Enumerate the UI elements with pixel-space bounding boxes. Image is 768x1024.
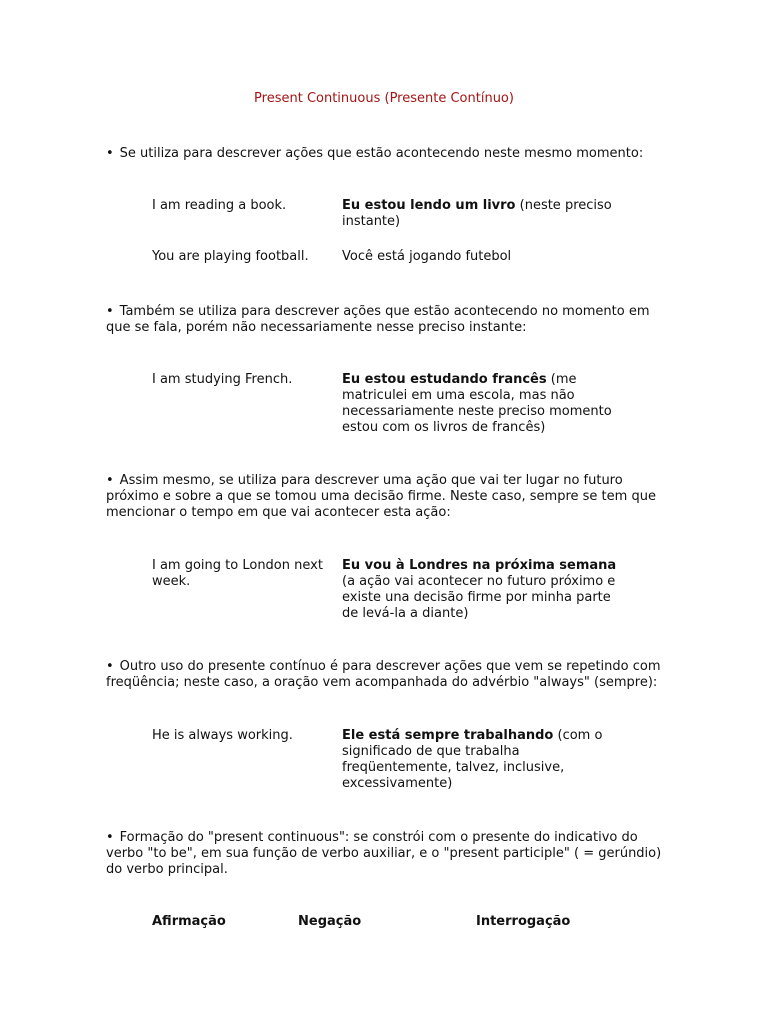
example-portuguese-bold: Ele está sempre trabalhando [342, 728, 554, 743]
example-portuguese-bold: Eu estou lendo um livro [342, 198, 516, 213]
example-portuguese-bold: Eu estou estudando francês [342, 372, 547, 387]
example-portuguese-note: Você está jogando futebol [342, 249, 512, 264]
bullet-glyph: • [106, 830, 114, 845]
example-english: I am studying French. [152, 372, 293, 387]
paragraph-text: Outro uso do presente contínuo é para descrever ações que vem se repetindo com freqüência; neste caso, a oração vem acompanhada do advérbio "always" (sempre): [106, 659, 661, 690]
example-portuguese-note: (a ação vai acontecer no futuro próximo e existe una decisão firme por minha parte de levá-la a diante) [342, 574, 616, 621]
paragraph-text: Também se utiliza para descrever ações que estão acontecendo no momento em que se fala, porém não necessariamente nesse preciso instante: [106, 304, 650, 335]
document-title: Present Continuous (Presente Contínuo) [254, 91, 514, 106]
bullet-paragraph [106, 473, 666, 521]
example-portuguese [342, 249, 618, 265]
example-portuguese-note: (neste preciso instante) [342, 198, 612, 229]
example-english: I am going to London next week. [152, 558, 323, 589]
example-portuguese [342, 728, 618, 792]
bullet-glyph: • [106, 304, 114, 319]
bullet-paragraph [106, 659, 666, 691]
example-english: You are playing football. [152, 249, 309, 264]
example-portuguese [342, 372, 618, 436]
header-negative: Negação [298, 914, 362, 929]
bullet-glyph: • [106, 659, 114, 674]
example-portuguese-bold: Eu vou à Londres na próxima semana [342, 558, 617, 573]
example-portuguese-note: (me matriculei em uma escola, mas não necessariamente neste preciso momento estou com os livros de francês) [342, 372, 612, 435]
example-english: I am reading a book. [152, 198, 287, 213]
header-affirmative: Afirmação [152, 914, 226, 929]
bullet-glyph: • [106, 473, 114, 488]
bullet-paragraph [106, 830, 666, 878]
example-english: He is always working. [152, 728, 293, 743]
paragraph-text: Formação do "present continuous": se constrói com o presente do indicativo do verbo "to be", em sua função de verbo auxiliar, e o "present participle" ( = gerúndio) do verbo principal. [106, 830, 662, 877]
example-portuguese [342, 198, 618, 230]
bullet-glyph: • [106, 146, 114, 161]
example-portuguese [342, 558, 618, 622]
paragraph-text: Assim mesmo, se utiliza para descrever uma ação que vai ter lugar no futuro próximo e sobre a que se tomou uma decisão firme. Neste caso, sempre se tem que mencionar o tempo em que vai acontecer esta ação: [106, 473, 656, 520]
header-interrogative: Interrogação [476, 914, 571, 929]
example-portuguese-note: (com o significado de que trabalha freqüentemente, talvez, inclusive, excessivamente) [342, 728, 603, 791]
bullet-paragraph [106, 304, 666, 336]
bullet-paragraph [106, 146, 666, 162]
paragraph-text: Se utiliza para descrever ações que estão acontecendo neste mesmo momento: [119, 146, 644, 161]
